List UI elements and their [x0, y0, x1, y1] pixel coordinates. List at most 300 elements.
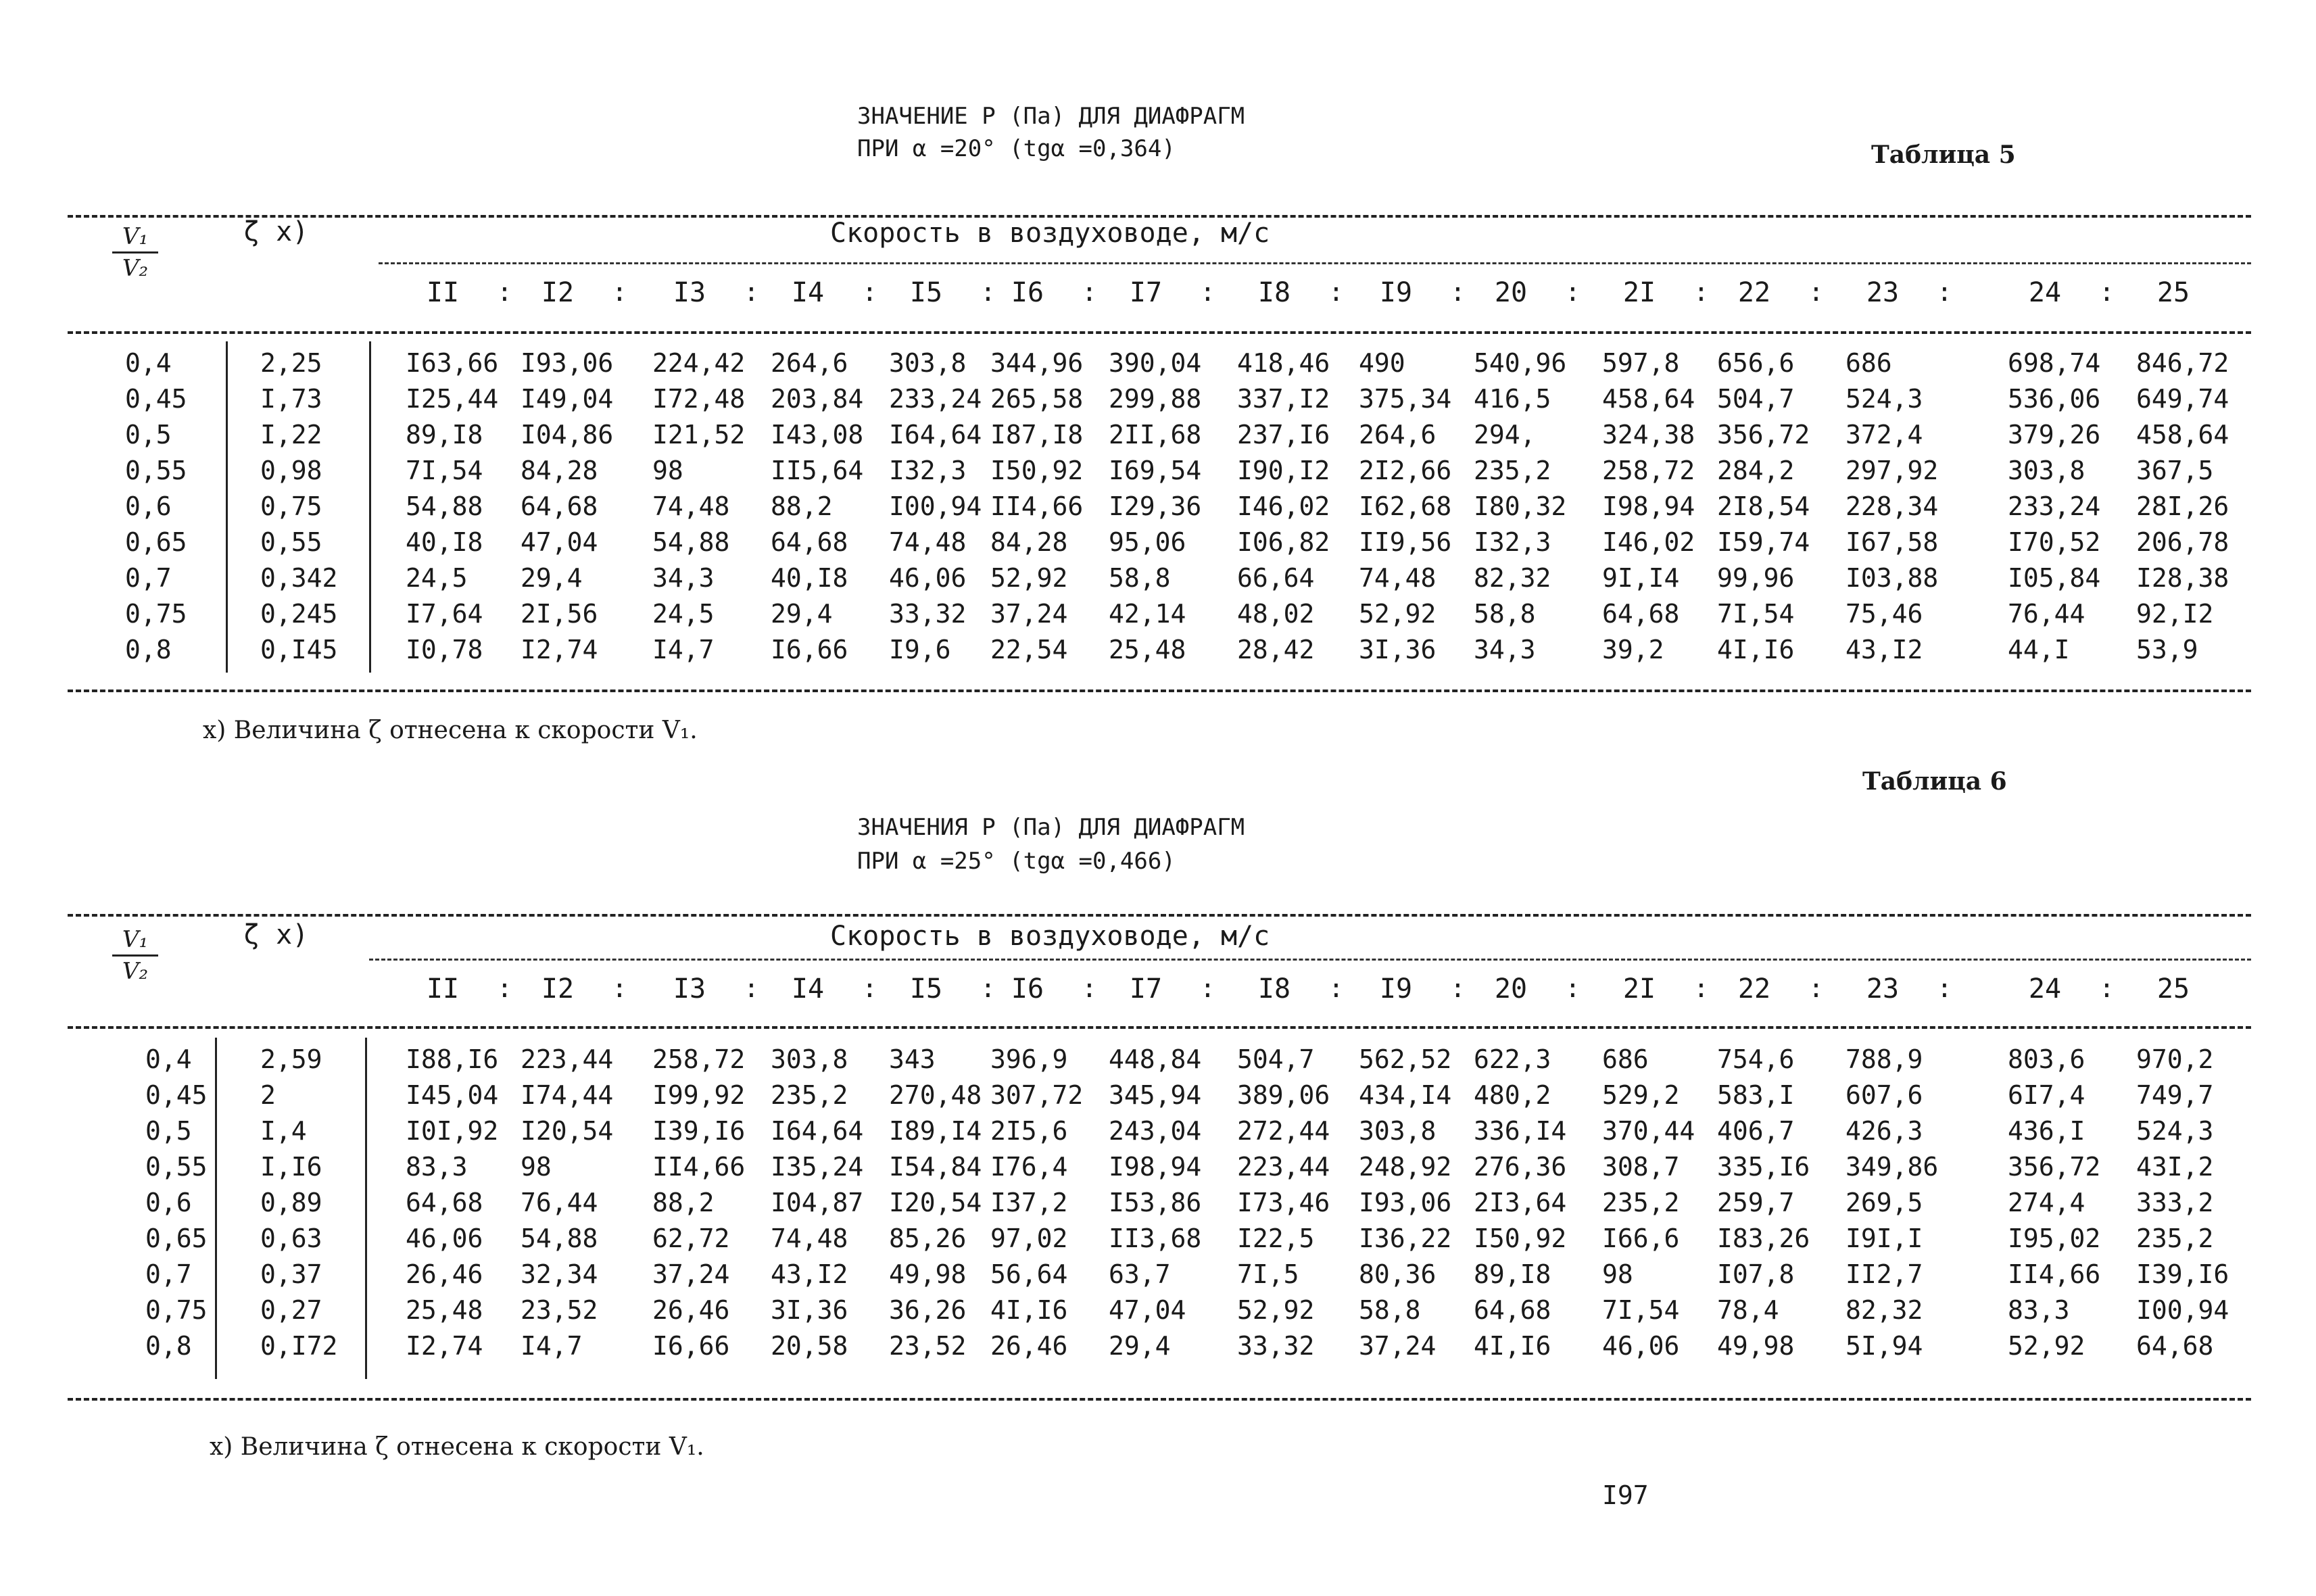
value-cell: 56,64	[990, 1259, 1068, 1289]
zeta-cell: I,I6	[260, 1152, 322, 1182]
value-cell: 37,24	[990, 599, 1068, 629]
value-cell: 54,88	[652, 527, 730, 557]
value-cell: I89,I4	[889, 1116, 982, 1146]
ratio-cell: 0,55	[125, 456, 187, 485]
speed-column-header: I9	[1379, 277, 1413, 308]
speed-column-header: I3	[673, 973, 706, 1005]
speed-column-header: I4	[791, 973, 825, 1005]
value-cell: 32,34	[521, 1259, 598, 1289]
table5-zeta-header: ζ x)	[243, 216, 309, 247]
value-cell: 40,I8	[406, 527, 483, 557]
value-cell: I32,3	[889, 456, 967, 485]
speed-column-header: II	[426, 277, 460, 308]
value-cell: 299,88	[1109, 384, 1202, 414]
speed-column-header: 25	[2156, 973, 2190, 1005]
value-cell: 98	[652, 456, 683, 485]
value-cell: 803,6	[2008, 1044, 2085, 1074]
value-cell: 54,88	[521, 1224, 598, 1253]
table5-ratio-header	[108, 223, 162, 282]
speed-column-header: I7	[1129, 277, 1163, 308]
zeta-cell: 0,I72	[260, 1331, 338, 1361]
table5-title-line1: ЗНАЧЕНИЕ Р (Па) ДЛЯ ДИАФРАГМ	[857, 103, 1245, 130]
value-cell: 390,04	[1109, 348, 1202, 378]
value-cell: 416,5	[1474, 384, 1551, 414]
value-cell: 33,32	[889, 599, 967, 629]
value-cell: 2I5,6	[990, 1116, 1068, 1146]
value-cell: II4,66	[990, 491, 1084, 521]
value-cell: 345,94	[1109, 1080, 1202, 1110]
value-cell: I73,46	[1237, 1188, 1330, 1217]
value-cell: 235,2	[1602, 1188, 1680, 1217]
value-cell: 597,8	[1602, 348, 1680, 378]
value-cell: 379,26	[2008, 420, 2101, 450]
value-cell: 46,06	[406, 1224, 483, 1253]
value-cell: 28I,26	[2136, 491, 2229, 521]
table5-footnote: x) Величина ζ отнесена к скорости V₁.	[203, 717, 698, 744]
column-separator: :	[1937, 277, 1952, 307]
value-cell: 26,46	[990, 1331, 1068, 1361]
value-cell: 92,I2	[2136, 599, 2214, 629]
value-cell: I83,26	[1717, 1224, 1810, 1253]
value-cell: II2,7	[1845, 1259, 1923, 1289]
value-cell: 64,68	[521, 491, 598, 521]
value-cell: 76,44	[521, 1188, 598, 1217]
column-separator: :	[1808, 277, 1824, 307]
value-cell: II4,66	[2008, 1259, 2101, 1289]
value-cell: 367,5	[2136, 456, 2214, 485]
column-separator: :	[497, 973, 512, 1003]
speed-column-header: 25	[2156, 277, 2190, 308]
value-cell: 333,2	[2136, 1188, 2214, 1217]
value-cell: 89,I8	[406, 420, 483, 450]
value-cell: 99,96	[1717, 563, 1795, 593]
value-cell: I95,02	[2008, 1224, 2101, 1253]
value-cell: 25,48	[1109, 635, 1186, 664]
column-separator: :	[862, 277, 877, 307]
value-cell: 3I,36	[771, 1295, 848, 1325]
value-cell: 303,8	[771, 1044, 848, 1074]
value-cell: 75,46	[1845, 599, 1923, 629]
value-cell: 276,36	[1474, 1152, 1567, 1182]
value-cell: 458,64	[1602, 384, 1695, 414]
value-cell: 29,4	[1109, 1331, 1171, 1361]
value-cell: 303,8	[2008, 456, 2085, 485]
speed-column-header: 20	[1494, 277, 1528, 308]
value-cell: I03,88	[1845, 563, 1939, 593]
speed-column-header: 22	[1737, 973, 1771, 1005]
value-cell: I37,2	[990, 1188, 1068, 1217]
value-cell: 970,2	[2136, 1044, 2214, 1074]
column-separator: :	[1450, 973, 1466, 1003]
value-cell: 389,06	[1237, 1080, 1330, 1110]
value-cell: 235,2	[771, 1080, 848, 1110]
value-cell: I4,7	[652, 635, 715, 664]
value-cell: 6I7,4	[2008, 1080, 2085, 1110]
value-cell: 2II,68	[1109, 420, 1202, 450]
value-cell: I76,4	[990, 1152, 1068, 1182]
value-cell: 2I3,64	[1474, 1188, 1567, 1217]
value-cell: 337,I2	[1237, 384, 1330, 414]
ratio-cell: 0,55	[145, 1152, 208, 1182]
value-cell: 80,36	[1359, 1259, 1437, 1289]
zeta-cell: 0,I45	[260, 635, 338, 664]
value-cell: I20,54	[889, 1188, 982, 1217]
value-cell: I21,52	[652, 420, 746, 450]
table6-divider-1	[215, 1038, 217, 1379]
zeta-cell: 0,98	[260, 456, 322, 485]
zeta-cell: I,22	[260, 420, 322, 450]
table5-subheader-rule	[379, 262, 2251, 264]
value-cell: 372,4	[1845, 420, 1923, 450]
table6-header-bottom-rule	[68, 1026, 2251, 1029]
table5-number: Таблица 5	[1871, 141, 2016, 169]
value-cell: I07,8	[1717, 1259, 1795, 1289]
table6-zeta-header: ζ x)	[243, 919, 309, 950]
value-cell: 84,28	[521, 456, 598, 485]
value-cell: 264,6	[1359, 420, 1437, 450]
value-cell: 4I,I6	[1717, 635, 1795, 664]
value-cell: 58,8	[1359, 1295, 1421, 1325]
zeta-cell: 0,75	[260, 491, 322, 521]
value-cell: I9,6	[889, 635, 951, 664]
column-separator: :	[1082, 973, 1097, 1003]
value-cell: 375,34	[1359, 384, 1452, 414]
value-cell: 686	[1845, 348, 1892, 378]
value-cell: I64,64	[889, 420, 982, 450]
value-cell: 356,72	[2008, 1152, 2101, 1182]
value-cell: 3I,36	[1359, 635, 1437, 664]
value-cell: 52,92	[1237, 1295, 1315, 1325]
zeta-cell: 0,342	[260, 563, 338, 593]
ratio-cell: 0,65	[125, 527, 187, 557]
value-cell: 336,I4	[1474, 1116, 1567, 1146]
value-cell: 85,26	[889, 1224, 967, 1253]
value-cell: 686	[1602, 1044, 1649, 1074]
value-cell: 20,58	[771, 1331, 848, 1361]
value-cell: I7,64	[406, 599, 483, 629]
value-cell: 243,04	[1109, 1116, 1202, 1146]
column-separator: :	[612, 973, 627, 1003]
value-cell: I20,54	[521, 1116, 614, 1146]
value-cell: I25,44	[406, 384, 499, 414]
value-cell: 223,44	[1237, 1152, 1330, 1182]
page-number: I97	[1602, 1480, 1649, 1510]
value-cell: 33,32	[1237, 1331, 1315, 1361]
value-cell: 7I,54	[1717, 599, 1795, 629]
table6-title-line1: ЗНАЧЕНИЯ Р (Па) ДЛЯ ДИАФРАГМ	[857, 814, 1245, 841]
column-separator: :	[980, 277, 996, 307]
value-cell: 34,3	[1474, 635, 1536, 664]
value-cell: 396,9	[990, 1044, 1068, 1074]
value-cell: I36,22	[1359, 1224, 1452, 1253]
value-cell: 74,48	[1359, 563, 1437, 593]
ratio-cell: 0,45	[125, 384, 187, 414]
value-cell: I2,74	[521, 635, 598, 664]
value-cell: 52,92	[990, 563, 1068, 593]
value-cell: I88,I6	[406, 1044, 499, 1074]
value-cell: 203,84	[771, 384, 864, 414]
value-cell: I39,I6	[652, 1116, 746, 1146]
ratio-cell: 0,75	[125, 599, 187, 629]
speed-column-header: 22	[1737, 277, 1771, 308]
value-cell: I53,86	[1109, 1188, 1202, 1217]
value-cell: I2,74	[406, 1331, 483, 1361]
value-cell: I39,I6	[2136, 1259, 2229, 1289]
value-cell: I43,08	[771, 420, 864, 450]
value-cell: 82,32	[1845, 1295, 1923, 1325]
value-cell: I06,82	[1237, 527, 1330, 557]
ratio-bar	[112, 954, 158, 957]
value-cell: 84,28	[990, 527, 1068, 557]
value-cell: 54,88	[406, 491, 483, 521]
value-cell: 426,3	[1845, 1116, 1923, 1146]
value-cell: 607,6	[1845, 1080, 1923, 1110]
value-cell: 406,7	[1717, 1116, 1795, 1146]
column-separator: :	[1693, 973, 1709, 1003]
zeta-cell: 0,37	[260, 1259, 322, 1289]
value-cell: I62,68	[1359, 491, 1452, 521]
value-cell: 504,7	[1237, 1044, 1315, 1074]
zeta-cell: I,73	[260, 384, 322, 414]
table5-divider-2	[369, 341, 371, 673]
column-separator: :	[1693, 277, 1709, 307]
value-cell: 97,02	[990, 1224, 1068, 1253]
value-cell: 259,7	[1717, 1188, 1795, 1217]
speed-column-header: 24	[2028, 973, 2062, 1005]
value-cell: 82,32	[1474, 563, 1551, 593]
column-separator: :	[862, 973, 877, 1003]
value-cell: 344,96	[990, 348, 1084, 378]
speed-column-header: I7	[1129, 973, 1163, 1005]
table5-speed-header: Скорость в воздуховоде, м/с	[830, 218, 1270, 249]
ratio-cell: 0,45	[145, 1080, 208, 1110]
ratio-numerator: V₁	[122, 926, 149, 953]
column-separator: :	[980, 973, 996, 1003]
value-cell: 64,68	[406, 1188, 483, 1217]
value-cell: 223,44	[521, 1044, 614, 1074]
value-cell: 88,2	[771, 491, 833, 521]
value-cell: 458,64	[2136, 420, 2229, 450]
value-cell: 52,92	[2008, 1331, 2085, 1361]
value-cell: 529,2	[1602, 1080, 1680, 1110]
value-cell: 343	[889, 1044, 936, 1074]
value-cell: 95,06	[1109, 527, 1186, 557]
value-cell: 370,44	[1602, 1116, 1695, 1146]
ratio-cell: 0,5	[145, 1116, 192, 1146]
value-cell: 44,I	[2008, 635, 2070, 664]
value-cell: 524,3	[1845, 384, 1923, 414]
ratio-cell: 0,6	[125, 491, 172, 521]
table6-number: Таблица 6	[1862, 767, 2007, 796]
speed-column-header: I2	[541, 973, 575, 1005]
ratio-denominator: V₂	[122, 958, 149, 985]
value-cell: 23,52	[521, 1295, 598, 1325]
value-cell: 4I,I6	[990, 1295, 1068, 1325]
value-cell: 269,5	[1845, 1188, 1923, 1217]
speed-column-header: I6	[1011, 973, 1044, 1005]
value-cell: 536,06	[2008, 384, 2101, 414]
zeta-cell: 0,55	[260, 527, 322, 557]
value-cell: 47,04	[521, 527, 598, 557]
value-cell: 22,54	[990, 635, 1068, 664]
value-cell: 264,6	[771, 348, 848, 378]
table5-title-line2: ПРИ α =20° (tgα =0,364)	[857, 135, 1176, 162]
value-cell: 43I,2	[2136, 1152, 2214, 1182]
value-cell: 248,92	[1359, 1152, 1452, 1182]
value-cell: 24,5	[652, 599, 715, 629]
zeta-cell: 0,245	[260, 599, 338, 629]
speed-column-header: I5	[909, 973, 943, 1005]
speed-column-header: 2I	[1622, 973, 1656, 1005]
ratio-cell: 0,4	[145, 1044, 192, 1074]
value-cell: I80,32	[1474, 491, 1567, 521]
value-cell: 98	[521, 1152, 552, 1182]
ratio-cell: 0,4	[125, 348, 172, 378]
value-cell: 49,98	[1717, 1331, 1795, 1361]
value-cell: 349,86	[1845, 1152, 1939, 1182]
zeta-cell: 2	[260, 1080, 276, 1110]
ratio-cell: 0,75	[145, 1295, 208, 1325]
column-separator: :	[1328, 973, 1344, 1003]
value-cell: I93,06	[1359, 1188, 1452, 1217]
value-cell: 418,46	[1237, 348, 1330, 378]
value-cell: 34,3	[652, 563, 715, 593]
value-cell: 7I,54	[1602, 1295, 1680, 1325]
speed-column-header: I6	[1011, 277, 1044, 308]
speed-column-header: I3	[673, 277, 706, 308]
column-separator: :	[1082, 277, 1097, 307]
value-cell: 698,74	[2008, 348, 2101, 378]
value-cell: I4,7	[521, 1331, 583, 1361]
value-cell: 46,06	[1602, 1331, 1680, 1361]
value-cell: 52,92	[1359, 599, 1437, 629]
value-cell: 656,6	[1717, 348, 1795, 378]
value-cell: 78,4	[1717, 1295, 1779, 1325]
column-separator: :	[1937, 973, 1952, 1003]
value-cell: I66,6	[1602, 1224, 1680, 1253]
value-cell: 274,4	[2008, 1188, 2085, 1217]
value-cell: 74,48	[652, 491, 730, 521]
value-cell: 235,2	[1474, 456, 1551, 485]
value-cell: 224,42	[652, 348, 746, 378]
value-cell: 237,I6	[1237, 420, 1330, 450]
value-cell: 356,72	[1717, 420, 1810, 450]
value-cell: 436,I	[2008, 1116, 2085, 1146]
speed-column-header: I2	[541, 277, 575, 308]
table5-bottom-rule	[68, 690, 2251, 692]
value-cell: I04,86	[521, 420, 614, 450]
value-cell: I59,74	[1717, 527, 1810, 557]
value-cell: 29,4	[771, 599, 833, 629]
column-separator: :	[612, 277, 627, 307]
value-cell: 324,38	[1602, 420, 1695, 450]
table6-title-line2: ПРИ α =25° (tgα =0,466)	[857, 848, 1176, 875]
value-cell: 58,8	[1474, 599, 1536, 629]
column-separator: :	[1328, 277, 1344, 307]
value-cell: 235,2	[2136, 1224, 2214, 1253]
value-cell: 37,24	[1359, 1331, 1437, 1361]
value-cell: 83,3	[2008, 1295, 2070, 1325]
value-cell: 47,04	[1109, 1295, 1186, 1325]
speed-column-header: I9	[1379, 973, 1413, 1005]
value-cell: I05,84	[2008, 563, 2101, 593]
column-separator: :	[497, 277, 512, 307]
value-cell: I98,94	[1602, 491, 1695, 521]
value-cell: I99,92	[652, 1080, 746, 1110]
value-cell: 788,9	[1845, 1044, 1923, 1074]
value-cell: 39,2	[1602, 635, 1664, 664]
value-cell: 40,I8	[771, 563, 848, 593]
value-cell: I0I,92	[406, 1116, 499, 1146]
ratio-denominator: V₂	[122, 255, 149, 282]
zeta-cell: 0,89	[260, 1188, 322, 1217]
value-cell: I90,I2	[1237, 456, 1330, 485]
value-cell: II9,56	[1359, 527, 1452, 557]
value-cell: 622,3	[1474, 1044, 1551, 1074]
value-cell: I93,06	[521, 348, 614, 378]
value-cell: 297,92	[1845, 456, 1939, 485]
value-cell: II4,66	[652, 1152, 746, 1182]
value-cell: 25,48	[406, 1295, 483, 1325]
ratio-bar	[112, 251, 158, 253]
zeta-cell: 0,27	[260, 1295, 322, 1325]
column-separator: :	[1808, 973, 1824, 1003]
value-cell: 88,2	[652, 1188, 715, 1217]
speed-column-header: II	[426, 973, 460, 1005]
value-cell: 490	[1359, 348, 1405, 378]
value-cell: 335,I6	[1717, 1152, 1810, 1182]
value-cell: 228,34	[1845, 491, 1939, 521]
column-separator: :	[744, 973, 759, 1003]
value-cell: 303,8	[889, 348, 967, 378]
zeta-cell: 2,59	[260, 1044, 322, 1074]
zeta-cell: 2,25	[260, 348, 322, 378]
column-separator: :	[744, 277, 759, 307]
column-separator: :	[1565, 277, 1581, 307]
value-cell: 504,7	[1717, 384, 1795, 414]
value-cell: 64,68	[1602, 599, 1680, 629]
value-cell: 749,7	[2136, 1080, 2214, 1110]
value-cell: I50,92	[1474, 1224, 1567, 1253]
value-cell: 308,7	[1602, 1152, 1680, 1182]
value-cell: I67,58	[1845, 527, 1939, 557]
speed-column-header: I8	[1257, 973, 1291, 1005]
value-cell: 480,2	[1474, 1080, 1551, 1110]
zeta-cell: 0,63	[260, 1224, 322, 1253]
value-cell: 206,78	[2136, 527, 2229, 557]
ratio-numerator: V₁	[122, 223, 149, 250]
value-cell: 62,72	[652, 1224, 730, 1253]
table6-speed-header: Скорость в воздуховоде, м/с	[830, 921, 1270, 952]
value-cell: 272,44	[1237, 1116, 1330, 1146]
value-cell: 98	[1602, 1259, 1633, 1289]
value-cell: 53,9	[2136, 635, 2198, 664]
value-cell: 2I2,66	[1359, 456, 1452, 485]
value-cell: I46,02	[1237, 491, 1330, 521]
value-cell: 58,8	[1109, 563, 1171, 593]
value-cell: 265,58	[990, 384, 1084, 414]
value-cell: I64,64	[771, 1116, 864, 1146]
ratio-cell: 0,7	[145, 1259, 192, 1289]
column-separator: :	[2099, 973, 2115, 1003]
value-cell: 29,4	[521, 563, 583, 593]
value-cell: 448,84	[1109, 1044, 1202, 1074]
value-cell: 74,48	[771, 1224, 848, 1253]
value-cell: 49,98	[889, 1259, 967, 1289]
table6-ratio-header	[108, 926, 162, 985]
value-cell: II5,64	[771, 456, 864, 485]
value-cell: 258,72	[652, 1044, 746, 1074]
